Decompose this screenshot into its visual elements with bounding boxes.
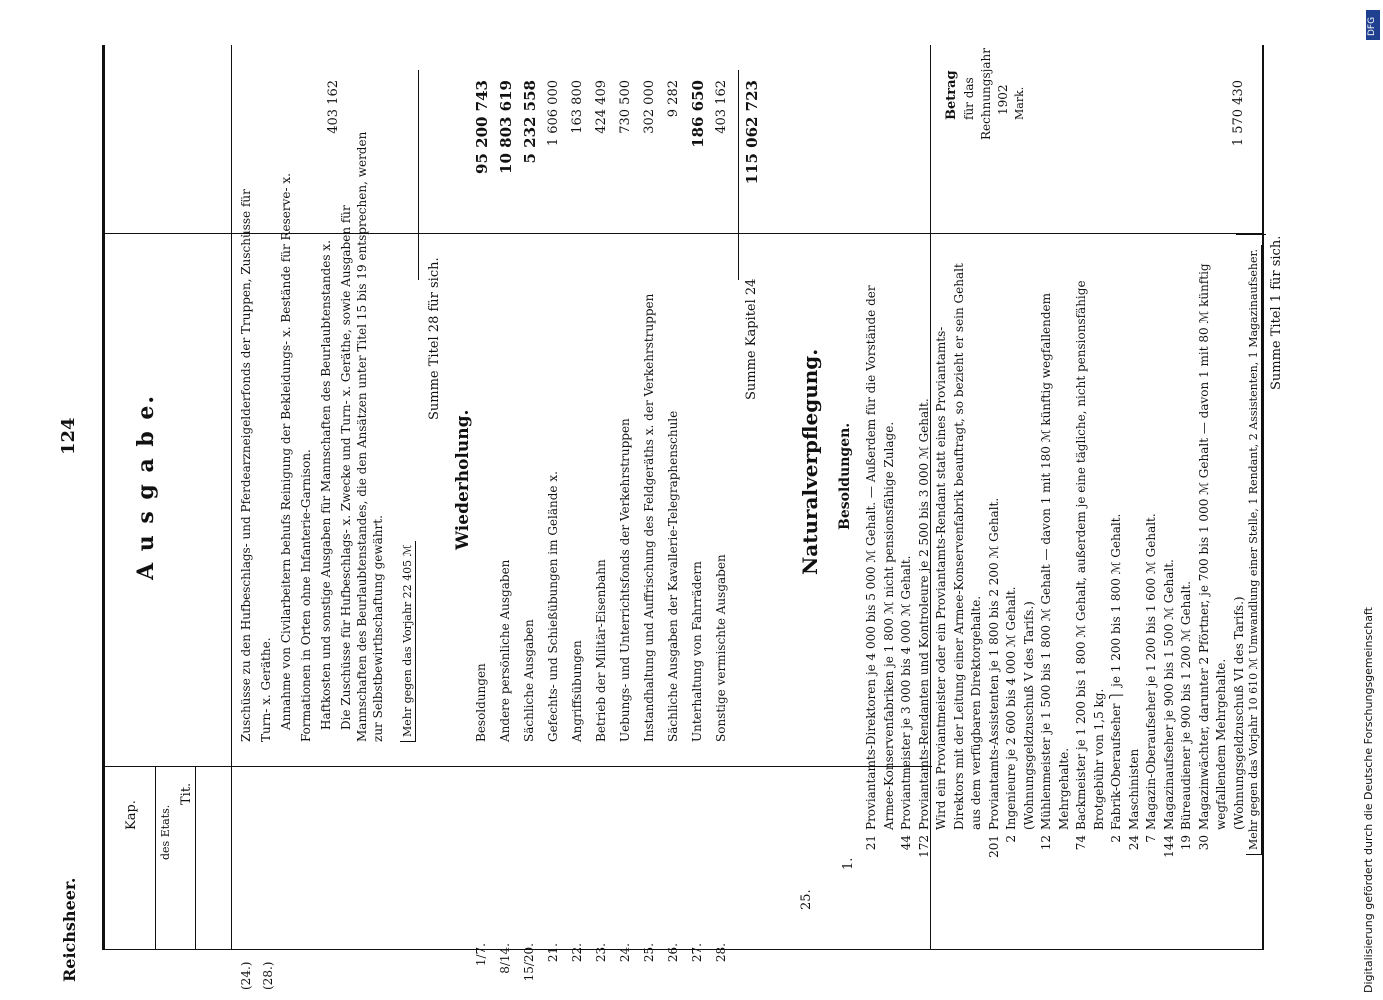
sec2-tit: 1. xyxy=(841,857,856,870)
sec1-mehr: Mehr gegen das Vorjahr 22 405 ℳ xyxy=(400,541,416,742)
sec2-summe: Summe Titel 1 für sich. xyxy=(1269,235,1284,390)
col-tit-divider xyxy=(195,767,196,950)
sec2-line-text: Magazinaufseher je 900 bis 1 500 ℳ Gehalt. xyxy=(1161,559,1176,830)
sec2-line-text: (Wohnungsgeldzuschuß VI des Tarifs.) xyxy=(1231,596,1246,830)
sec2-line-text: Armee-Konservenfabriken je 1 800 ℳ nicht pensionsfähige Zulage. xyxy=(881,421,896,830)
wied-row-tit: 8/14. xyxy=(498,943,512,974)
sec1-line: zur Selbstbewirthschaftung gewährt. xyxy=(371,515,385,742)
wied-row-label: Gefechts- und Schießübungen im Gelände x. xyxy=(546,471,560,742)
wied-row-tit: 27. xyxy=(690,943,704,963)
sec2-line-count: 172 xyxy=(916,835,931,858)
wied-row-tit: 28. xyxy=(714,943,728,963)
wied-row-amount: 163 800 xyxy=(570,80,585,134)
sec2-line-count: 74 xyxy=(1074,835,1088,851)
sec2-mehr: Mehr gegen das Vorjahr 10 610 ℳ Umwandlung einer Stelle, 1 Rendant, 2 Assistenten, 1 Magazinaufseher. xyxy=(1246,245,1262,855)
sec1-sum-rule xyxy=(418,70,419,280)
dfg-badge xyxy=(1366,10,1380,40)
sec2-line-text: Magazin-Oberaufseher je 1 200 bis 1 600 ℳ Gehalt. xyxy=(1144,513,1158,830)
wied-row-label: Unterhaltung von Fahrrädern xyxy=(690,561,704,742)
sec1-tit: (28.) xyxy=(261,961,275,990)
wied-row-amount: 5 232 558 xyxy=(521,80,539,164)
header-amount-line-1: Betrag xyxy=(944,70,959,120)
sec2-line-count: 144 xyxy=(1161,835,1176,858)
wied-row-amount: 730 500 xyxy=(618,80,633,134)
wied-row-tit: 24. xyxy=(618,943,632,963)
header-des-etats: des Etats. xyxy=(159,804,172,860)
dfg-badge-label: DFG xyxy=(1367,16,1377,36)
wied-row-amount: 302 000 xyxy=(642,80,657,134)
sec2-line-text: (Wohnungsgeldzuschuß V des Tarifs.) xyxy=(1021,601,1036,830)
sec1-kap: (24.) xyxy=(239,961,253,990)
wied-row-label: Besoldungen xyxy=(474,663,488,742)
sec2-line-text: Proviantamts-Rendanten und Kontroleure je 2 500 bis 3 000 ℳ Gehalt. xyxy=(916,398,931,830)
wied-row-tit: 25. xyxy=(642,943,656,963)
credit-strip xyxy=(1362,8,1383,993)
sec2-line-count: 7 xyxy=(1144,835,1158,843)
sec1-line: Haftkosten und sonstige Ausgaben für Mannschaften des Beurlaubtenstandes x. xyxy=(319,240,333,730)
sec1-line: Turn- x. Geräthe. xyxy=(259,637,273,742)
wied-row-tit: 21. xyxy=(546,943,560,963)
sec2-line-text: aus dem verfügbaren Direktorgehalte. xyxy=(969,595,983,830)
sec2-line-count: 21 xyxy=(864,835,878,851)
frame-top-rule xyxy=(102,45,105,950)
sec2-line-text: Mühlenmeister je 1 500 bis 1 800 ℳ Gehalt — davon 1 mit 180 ℳ künftig wegfallendem xyxy=(1039,292,1053,830)
sec1-summe: Summe Titel 28 für sich. xyxy=(427,257,442,420)
wied-row-amount: 186 650 xyxy=(689,80,707,148)
sec2-line-count: 19 xyxy=(1179,835,1193,851)
sec2-line-text: Ingenieure je 2 600 bis 4 000 ℳ Gehalt. xyxy=(1004,586,1018,830)
credit-text: Digitalisierung gefördert durch die Deutsche Forschungsgemeinschaft xyxy=(1362,607,1375,993)
header-tit: Tit. xyxy=(179,782,194,805)
sec2-line-text: Mehrgehalte. xyxy=(1056,747,1071,830)
header-amount-line-3: Rechnungsjahr xyxy=(979,48,993,140)
sec2-line-count: 2 xyxy=(1004,835,1018,843)
sec2-kap: 25. xyxy=(799,889,814,910)
sec2-line-text: wegfallendem Mehrgehalte. xyxy=(1214,658,1228,830)
header-title: A u s g a b e. xyxy=(133,393,159,580)
wied-summe: Summe Kapitel 24 xyxy=(744,278,759,400)
wied-row-label: Sächliche Ausgaben der Kavallerie-Telegraphenschule xyxy=(666,410,680,742)
sec2-line-text: Proviantamts-Direktoren je 4 000 bis 5 000 ℳ Gehalt. — Außerdem für die Vorstände der xyxy=(864,285,878,830)
wied-row-tit: 26. xyxy=(666,943,680,963)
col-kap-divider xyxy=(155,767,156,950)
wied-sum-rule xyxy=(738,70,739,280)
running-head: Reichsheer. xyxy=(60,877,79,982)
wied-row-label: Sächliche Ausgaben xyxy=(522,619,536,742)
wied-row-amount: 95 200 743 xyxy=(473,80,491,174)
sec2-line-text: Fabrik-Oberaufseher ⎫ je 1 200 bis 1 800 ℳ Gehalt. xyxy=(1109,513,1123,830)
sec2-line-count: 30 xyxy=(1196,835,1211,851)
frame-bottom-rule xyxy=(1262,45,1264,950)
header-amount-line-4: 1902 xyxy=(996,84,1010,115)
wied-row-label: Angriffsübungen xyxy=(570,640,584,742)
sec1-line: Die Zuschüsse für Hufbeschlags- x. Zwecke und Turn- x. Geräthe, sowie Ausgaben für xyxy=(339,205,353,730)
header-amount-line-2: für das xyxy=(962,77,976,120)
sec2-line-text: Maschinisten xyxy=(1126,748,1141,830)
sec2-sum-rule xyxy=(1236,234,1266,235)
wied-row-label: Andere persönliche Ausgaben xyxy=(498,559,512,742)
header-bottom-line xyxy=(102,766,932,767)
wiederholung-title: Wiederholung. xyxy=(453,409,473,550)
wied-row-amount: 1 606 000 xyxy=(546,80,561,147)
sec2-line-text: Backmeister je 1 200 bis 1 800 ℳ Gehalt, außerdem je eine tägliche, nicht pensionsfähige xyxy=(1074,280,1088,830)
header-divider xyxy=(231,45,232,950)
sec2-line-text: Magazinwächter, darunter 2 Pförtner, je 700 bis 1 000 ℳ Gehalt — davon 1 mit 80 ℳ künftig xyxy=(1196,263,1211,830)
sec2-line-text: Brotgebühr von 1,5 kg. xyxy=(1091,688,1106,830)
header-mark: Mark. xyxy=(1013,86,1026,120)
sec2-line-text: Proviantmeister je 3 000 bis 4 000 ℳ Gehalt. xyxy=(899,555,913,830)
wied-total: 115 062 723 xyxy=(743,80,761,185)
sec2-title: Naturalverpflegung. xyxy=(798,348,822,575)
wied-row-label: Sonstige vermischte Ausgaben xyxy=(714,554,728,742)
header-kap: Kap. xyxy=(124,800,139,830)
frame-right-rule xyxy=(102,233,1264,234)
sec1-line: Annahme von Civilarbeitern behufs Reinigung der Bekleidungs- x. Bestände für Reserve- x. xyxy=(279,173,293,730)
sec2-amount: 1 570 430 xyxy=(1231,80,1246,147)
wied-row-tit: 15/20. xyxy=(522,943,536,982)
sec1-line: Formationen in Orten ohne Infanterie-Garnison. xyxy=(299,449,313,742)
page-number: 124 xyxy=(58,417,79,455)
wied-row-amount: 9 282 xyxy=(666,80,681,118)
sec2-line-count: 201 xyxy=(986,835,1001,858)
wied-row-amount: 403 162 xyxy=(714,80,729,134)
sec1-amount: 403 162 xyxy=(326,80,341,134)
sec2-line-count: 44 xyxy=(899,835,913,851)
sec2-line-count: 12 xyxy=(1039,835,1053,851)
sec2-line-text: Proviantamts-Assistenten je 1 800 bis 2 200 ℳ Gehalt. xyxy=(986,497,1001,830)
wied-row-label: Betrieb der Militär-Eisenbahn xyxy=(594,559,608,742)
sec2-line-count: 24 xyxy=(1126,835,1141,851)
wied-row-amount: 10 803 619 xyxy=(497,80,515,174)
sec2-line-text: Direktors mit der Leitung einer Armee-Konservenfabrik beauftragt, so bezieht er sein Gehalt xyxy=(951,263,966,830)
wied-row-tit: 22. xyxy=(570,943,584,963)
sec1-line: Zuschüsse zu den Hufbeschlags- und Pferdearzneigelderfonds der Truppen, Zuschüsse für xyxy=(239,189,253,742)
wied-row-tit: 23. xyxy=(594,943,608,963)
wied-row-label: Uebungs- und Unterrichtsfonds der Verkehrstruppen xyxy=(618,418,632,742)
sec2-line-text: Büreaudiener je 900 bis 1 200 ℳ Gehalt. xyxy=(1179,581,1193,830)
wied-row-amount: 424 409 xyxy=(594,80,609,134)
sec2-line-count: 2 xyxy=(1109,835,1123,843)
sec2-subtitle: Besoldungen. xyxy=(837,422,853,530)
wied-row-label: Instandhaltung und Auffrischung des Feldgeräths x. der Verkehrstruppen xyxy=(642,293,656,742)
sec2-line-text: Wird ein Proviantmeister oder ein Proviantamts-Rendant statt eines Proviantamts- xyxy=(934,326,948,830)
wied-row-tit: 1/7. xyxy=(474,943,488,967)
frame-left-rule xyxy=(102,949,1264,950)
sec1-line: Mannschaften des Beurlaubtenstandes, die den Ansätzen unter Titel 15 bis 19 entsprechen, werden xyxy=(355,131,369,742)
